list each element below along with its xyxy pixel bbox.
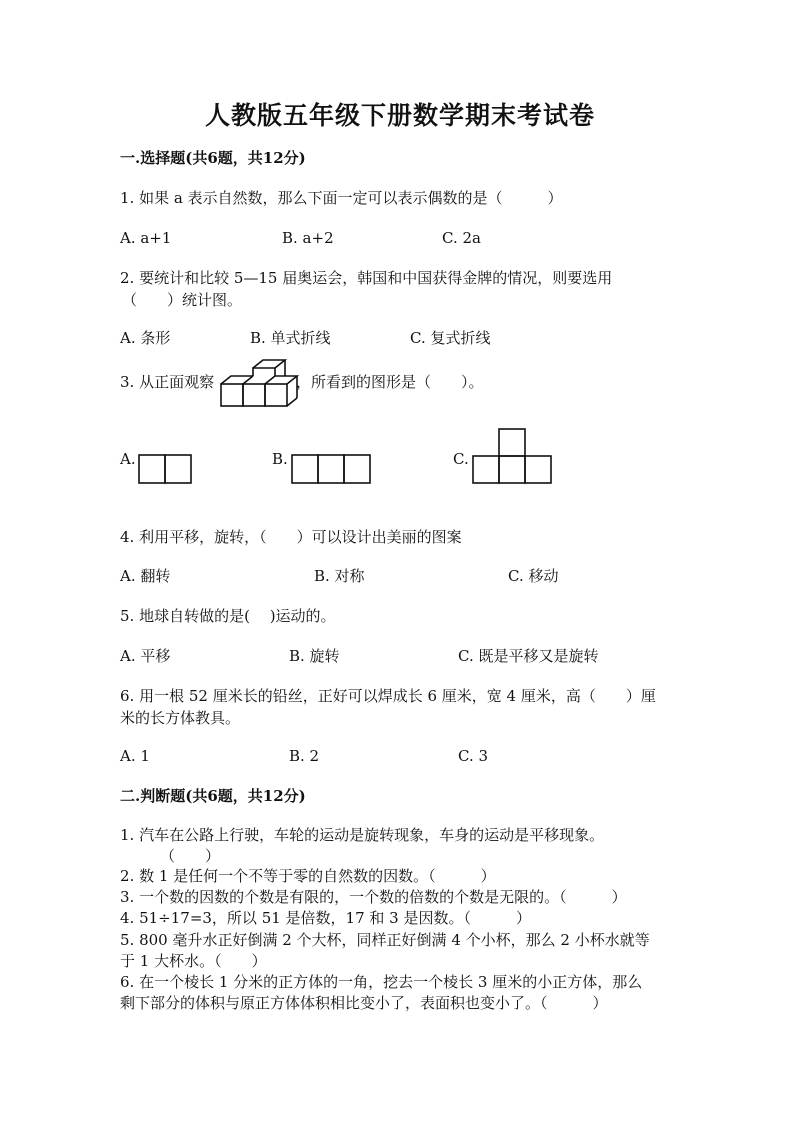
q3-option-a-label: A. bbox=[120, 450, 136, 468]
j2-text: 2. 数 1 是任何一个不等于零的自然数的因数。（ ） bbox=[120, 867, 496, 885]
q2-option-b: B. 单式折线 bbox=[250, 329, 331, 347]
q1-option-c: C. 2a bbox=[442, 229, 481, 247]
q6-option-a: A. 1 bbox=[120, 747, 150, 765]
page-title: 人教版五年级下册数学期末考试卷 bbox=[204, 101, 595, 130]
q5-option-b: B. 旋转 bbox=[289, 647, 340, 665]
q3-cube-figure bbox=[218, 366, 298, 408]
q4-option-a: A. 翻转 bbox=[120, 567, 171, 585]
j5-line1: 5. 800 毫升水正好倒满 2 个大杯，同样正好倒满 4 个小杯，那么 2 小杯水就等 bbox=[120, 931, 650, 949]
j1-line1: 1. 汽车在公路上行驶，车轮的运动是旋转现象，车身的运动是平移现象。 bbox=[120, 826, 605, 844]
q1-option-b: B. a+2 bbox=[282, 229, 334, 247]
q6-line2: 米的长方体教具。 bbox=[120, 709, 241, 727]
q5-text: 5. 地球自转做的是( )运动的。 bbox=[120, 607, 336, 625]
q5-option-a: A. 平移 bbox=[120, 647, 171, 665]
j3-text: 3. 一个数的因数的个数是有限的，一个数的倍数的个数是无限的。（ ） bbox=[120, 888, 627, 906]
q2-option-a: A. 条形 bbox=[120, 329, 171, 347]
j4-text: 4. 51÷17=3，所以 51 是倍数，17 和 3 是因数。（ ） bbox=[120, 909, 531, 927]
q3-option-c-label: C. bbox=[453, 450, 469, 468]
q3-option-b-label: B. bbox=[272, 450, 288, 468]
q3-suffix: ，所看到的图形是（ ）。 bbox=[296, 373, 484, 391]
q3-option-c-figure bbox=[472, 428, 556, 486]
q2-line1: 2. 要统计和比较 5—15 届奥运会，韩国和中国获得金牌的情况，则要选用 bbox=[120, 269, 613, 287]
q2-line2: （ ）统计图。 bbox=[122, 291, 243, 309]
j5-line2: 于 1 大杯水。（ ） bbox=[120, 952, 267, 970]
q6-line1: 6. 用一根 52 厘米长的铅丝，正好可以焊成长 6 厘米，宽 4 厘米，高（ ）厘 bbox=[120, 687, 656, 705]
q1-option-a: A. a+1 bbox=[120, 229, 172, 247]
q3-prefix: 3. 从正面观察 bbox=[120, 373, 215, 391]
q3-option-b-figure bbox=[291, 454, 375, 486]
q6-option-c: C. 3 bbox=[458, 747, 489, 765]
q4-text: 4. 利用平移，旋转，（ ）可以设计出美丽的图案 bbox=[120, 528, 462, 546]
q4-option-c: C. 移动 bbox=[508, 567, 559, 585]
j6-line1: 6. 在一个棱长 1 分米的正方体的一角，挖去一个棱长 3 厘米的小正方体，那么 bbox=[120, 973, 643, 991]
q2-option-c: C. 复式折线 bbox=[410, 329, 491, 347]
j6-line2: 剩下部分的体积与原正方体体积相比变小了，表面积也变小了。（ ） bbox=[120, 994, 608, 1012]
q4-option-b: B. 对称 bbox=[314, 567, 365, 585]
q3-option-a-figure bbox=[138, 454, 194, 486]
section1-heading: 一.选择题(共6题，共12分) bbox=[120, 149, 306, 167]
q6-option-b: B. 2 bbox=[289, 747, 320, 765]
section2-heading: 二.判断题(共6题，共12分) bbox=[120, 787, 306, 805]
q1-text: 1. 如果 a 表示自然数，那么下面一定可以表示偶数的是（ ） bbox=[120, 189, 563, 207]
j1-line2: （ ） bbox=[160, 847, 221, 865]
q5-option-c: C. 既是平移又是旋转 bbox=[458, 647, 599, 665]
